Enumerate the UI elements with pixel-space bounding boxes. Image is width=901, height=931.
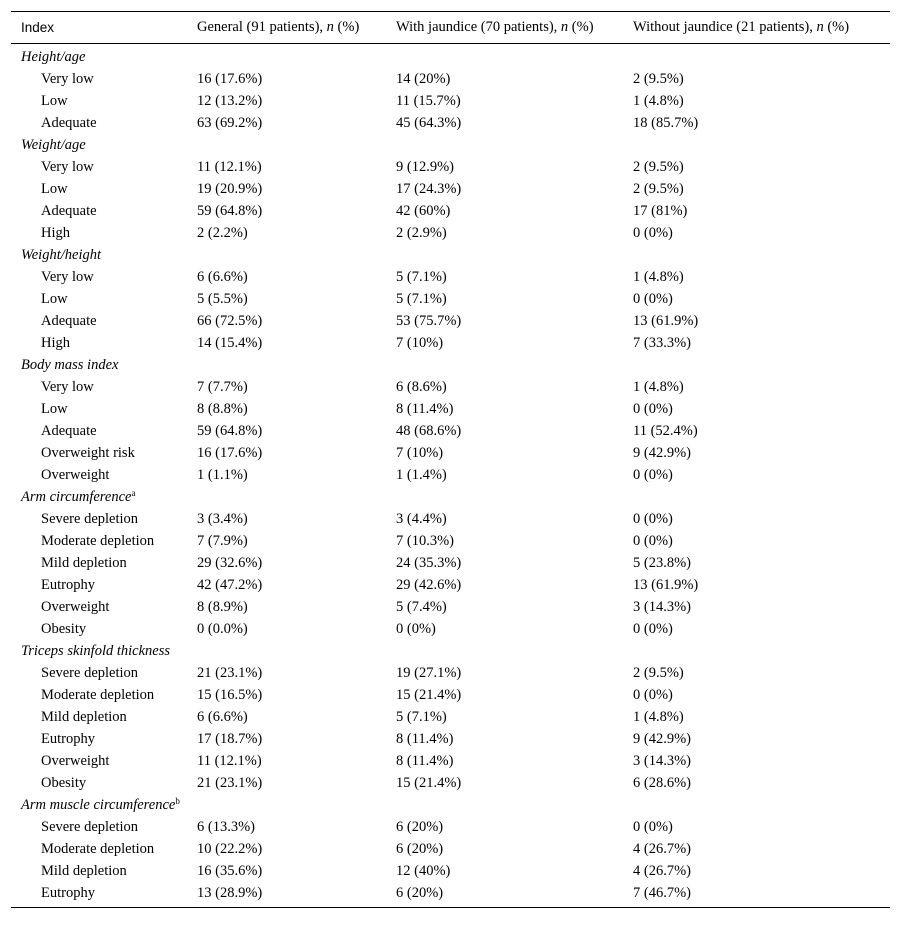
table-row: [11, 376, 890, 398]
cell-general: 7 (7.7%): [197, 379, 248, 395]
cell-without-jaundice: 2 (9.5%): [633, 665, 684, 681]
cell-general: 17 (18.7%): [197, 731, 263, 747]
row-label: Low: [41, 93, 68, 109]
group-title-text: Weight/age: [21, 137, 86, 153]
cell-general: 19 (20.9%): [197, 181, 263, 197]
footnote-marker: a: [131, 488, 136, 498]
cell-with-jaundice: 11 (15.7%): [396, 93, 461, 109]
cell-general: 8 (8.8%): [197, 401, 248, 417]
table-row: [11, 574, 890, 596]
table-row: [11, 706, 890, 728]
cell-without-jaundice: 3 (14.3%): [633, 753, 691, 769]
cell-general: 59 (64.8%): [197, 423, 263, 439]
cell-with-jaundice: 12 (40%): [396, 863, 451, 879]
cell-without-jaundice: 0 (0%): [633, 401, 673, 417]
cell-general: 10 (22.2%): [197, 841, 263, 857]
cell-without-jaundice: 4 (26.7%): [633, 841, 691, 857]
row-label: Mild depletion: [41, 863, 127, 879]
row-label: Severe depletion: [41, 665, 139, 681]
cell-with-jaundice: 5 (7.1%): [396, 291, 447, 307]
row-label: Very low: [41, 71, 94, 87]
cell-general: 21 (23.1%): [197, 775, 263, 791]
row-label: Severe depletion: [41, 511, 139, 527]
group-title-text: Height/age: [21, 49, 86, 65]
cell-with-jaundice: 8 (11.4%): [396, 753, 454, 769]
row-label: Moderate depletion: [41, 533, 155, 549]
group-title: [11, 354, 197, 376]
cell-with-jaundice: 6 (20%): [396, 885, 444, 901]
group-title-text: Arm circumference: [21, 489, 132, 505]
cell-general: 3 (3.4%): [197, 511, 248, 527]
cell-with-jaundice: 6 (20%): [396, 841, 444, 857]
table-header-row: [11, 12, 890, 43]
cell-with-jaundice: 7 (10.3%): [396, 533, 454, 549]
row-label: Overweight: [41, 467, 110, 483]
group-title-text: Arm muscle circumference: [21, 797, 176, 813]
cell-general: 6 (6.6%): [197, 709, 248, 725]
cell-with-jaundice: 0 (0%): [396, 621, 436, 637]
cell-without-jaundice: 0 (0%): [633, 621, 673, 637]
nutritional-status-table: [11, 11, 890, 908]
row-label: Very low: [41, 159, 94, 175]
row-label: Severe depletion: [41, 819, 139, 835]
group-title-text: Body mass index: [21, 357, 119, 373]
table-row: [11, 112, 890, 134]
row-label: Moderate depletion: [41, 687, 155, 703]
row-label: Moderate depletion: [41, 841, 155, 857]
cell-general: 63 (69.2%): [197, 115, 263, 131]
group-title: [11, 134, 197, 156]
row-label: Eutrophy: [41, 731, 95, 747]
cell-without-jaundice: 7 (46.7%): [633, 885, 691, 901]
table-row: [11, 838, 890, 860]
cell-general: 66 (72.5%): [197, 313, 263, 329]
cell-general: 1 (1.1%): [197, 467, 248, 483]
cell-without-jaundice: 0 (0%): [633, 467, 673, 483]
table-row: [11, 90, 890, 112]
cell-without-jaundice: 7 (33.3%): [633, 335, 691, 351]
row-label: Overweight: [41, 753, 110, 769]
row-label: Eutrophy: [41, 885, 95, 901]
table-row: [11, 464, 890, 486]
row-label: Very low: [41, 269, 94, 285]
table-group-row: [11, 486, 890, 508]
table-row: [11, 552, 890, 574]
header-without-jaundice: Without jaundice (21 patients), n (%): [633, 19, 850, 35]
cell-with-jaundice: 1 (1.4%): [396, 467, 447, 483]
group-title-text: Weight/height: [21, 247, 102, 263]
cell-general: 5 (5.5%): [197, 291, 248, 307]
table-row: [11, 662, 890, 684]
cell-with-jaundice: 9 (12.9%): [396, 159, 454, 175]
group-title: [11, 46, 197, 68]
cell-general: 16 (17.6%): [197, 445, 263, 461]
cell-without-jaundice: 0 (0%): [633, 225, 673, 241]
cell-general: 29 (32.6%): [197, 555, 263, 571]
cell-without-jaundice: 9 (42.9%): [633, 445, 691, 461]
cell-without-jaundice: 18 (85.7%): [633, 115, 699, 131]
cell-with-jaundice: 6 (20%): [396, 819, 444, 835]
table-row: [11, 618, 890, 640]
cell-general: 16 (35.6%): [197, 863, 263, 879]
row-label: Overweight risk: [41, 445, 135, 461]
table-group-row: [11, 794, 890, 816]
table-row: [11, 156, 890, 178]
cell-general: 11 (12.1%): [197, 753, 262, 769]
cell-without-jaundice: 4 (26.7%): [633, 863, 691, 879]
cell-without-jaundice: 5 (23.8%): [633, 555, 691, 571]
cell-without-jaundice: 17 (81%): [633, 203, 688, 219]
cell-with-jaundice: 48 (68.6%): [396, 423, 462, 439]
cell-without-jaundice: 9 (42.9%): [633, 731, 691, 747]
row-label: Low: [41, 401, 68, 417]
cell-without-jaundice: 0 (0%): [633, 533, 673, 549]
row-label: Eutrophy: [41, 577, 95, 593]
cell-general: 15 (16.5%): [197, 687, 263, 703]
cell-with-jaundice: 45 (64.3%): [396, 115, 462, 131]
cell-with-jaundice: 19 (27.1%): [396, 665, 462, 681]
cell-without-jaundice: 13 (61.9%): [633, 577, 699, 593]
group-title: [11, 486, 197, 508]
cell-with-jaundice: 53 (75.7%): [396, 313, 462, 329]
cell-without-jaundice: 0 (0%): [633, 511, 673, 527]
group-title: [11, 794, 197, 816]
cell-with-jaundice: 5 (7.1%): [396, 709, 447, 725]
cell-without-jaundice: 1 (4.8%): [633, 93, 684, 109]
cell-without-jaundice: 11 (52.4%): [633, 423, 698, 439]
table-row: [11, 178, 890, 200]
table-row: [11, 882, 890, 904]
cell-without-jaundice: 1 (4.8%): [633, 379, 684, 395]
row-label: Obesity: [41, 621, 87, 637]
table-row: [11, 420, 890, 442]
header-index: Index: [21, 20, 55, 35]
cell-with-jaundice: 8 (11.4%): [396, 731, 454, 747]
cell-without-jaundice: 2 (9.5%): [633, 71, 684, 87]
cell-general: 42 (47.2%): [197, 577, 263, 593]
row-label: Adequate: [41, 423, 97, 439]
row-label: Obesity: [41, 775, 87, 791]
cell-with-jaundice: 3 (4.4%): [396, 511, 447, 527]
cell-without-jaundice: 0 (0%): [633, 819, 673, 835]
cell-with-jaundice: 2 (2.9%): [396, 225, 447, 241]
cell-with-jaundice: 7 (10%): [396, 335, 444, 351]
table-row: [11, 200, 890, 222]
row-label: High: [41, 225, 70, 241]
cell-with-jaundice: 17 (24.3%): [396, 181, 462, 197]
cell-general: 13 (28.9%): [197, 885, 263, 901]
table-row: [11, 68, 890, 90]
table-row: [11, 442, 890, 464]
table-group-row: [11, 640, 890, 662]
cell-general: 16 (17.6%): [197, 71, 263, 87]
cell-with-jaundice: 14 (20%): [396, 71, 451, 87]
row-label: Mild depletion: [41, 709, 127, 725]
cell-with-jaundice: 7 (10%): [396, 445, 444, 461]
table-row: [11, 332, 890, 354]
cell-with-jaundice: 5 (7.4%): [396, 599, 447, 615]
cell-with-jaundice: 8 (11.4%): [396, 401, 454, 417]
cell-with-jaundice: 29 (42.6%): [396, 577, 462, 593]
table-row: [11, 684, 890, 706]
cell-general: 11 (12.1%): [197, 159, 262, 175]
cell-without-jaundice: 1 (4.8%): [633, 709, 684, 725]
cell-without-jaundice: 13 (61.9%): [633, 313, 699, 329]
cell-with-jaundice: 5 (7.1%): [396, 269, 447, 285]
cell-without-jaundice: 2 (9.5%): [633, 159, 684, 175]
cell-general: 14 (15.4%): [197, 335, 263, 351]
table-row: [11, 750, 890, 772]
cell-general: 2 (2.2%): [197, 225, 248, 241]
row-label: Adequate: [41, 313, 97, 329]
table-row: [11, 530, 890, 552]
cell-without-jaundice: 0 (0%): [633, 687, 673, 703]
table-row: [11, 398, 890, 420]
table-group-row: [11, 354, 890, 376]
cell-general: 6 (13.3%): [197, 819, 255, 835]
cell-with-jaundice: 15 (21.4%): [396, 775, 462, 791]
cell-general: 8 (8.9%): [197, 599, 248, 615]
table-row: [11, 596, 890, 618]
cell-with-jaundice: 6 (8.6%): [396, 379, 447, 395]
table-row: [11, 310, 890, 332]
table-group-row: [11, 244, 890, 266]
cell-general: 0 (0.0%): [197, 621, 248, 637]
row-label: Overweight: [41, 599, 110, 615]
table-row: [11, 728, 890, 750]
table-bottom-rule: [11, 907, 890, 908]
table-row: [11, 222, 890, 244]
row-label: Low: [41, 181, 68, 197]
table-row: [11, 772, 890, 794]
cell-general: 6 (6.6%): [197, 269, 248, 285]
row-label: Mild depletion: [41, 555, 127, 571]
cell-with-jaundice: 24 (35.3%): [396, 555, 462, 571]
table-group-row: [11, 46, 890, 68]
cell-without-jaundice: 3 (14.3%): [633, 599, 691, 615]
table-row: [11, 860, 890, 882]
group-title-text: Triceps skinfold thickness: [21, 643, 171, 659]
cell-general: 21 (23.1%): [197, 665, 263, 681]
group-title: [11, 244, 197, 266]
cell-general: 12 (13.2%): [197, 93, 263, 109]
cell-without-jaundice: 2 (9.5%): [633, 181, 684, 197]
cell-general: 7 (7.9%): [197, 533, 248, 549]
header-general: General (91 patients), n (%): [197, 19, 360, 35]
row-label: Very low: [41, 379, 94, 395]
row-label: Adequate: [41, 203, 97, 219]
header-with-jaundice: With jaundice (70 patients), n (%): [396, 19, 594, 35]
row-label: Low: [41, 291, 68, 307]
footnote-marker: b: [175, 796, 180, 806]
cell-with-jaundice: 42 (60%): [396, 203, 451, 219]
cell-without-jaundice: 1 (4.8%): [633, 269, 684, 285]
table-body: [11, 44, 890, 907]
table-row: [11, 508, 890, 530]
table-row: [11, 816, 890, 838]
row-label: Adequate: [41, 115, 97, 131]
cell-without-jaundice: 0 (0%): [633, 291, 673, 307]
cell-with-jaundice: 15 (21.4%): [396, 687, 462, 703]
group-title: [11, 640, 197, 662]
table-row: [11, 266, 890, 288]
table-group-row: [11, 134, 890, 156]
row-label: High: [41, 335, 70, 351]
cell-general: 59 (64.8%): [197, 203, 263, 219]
table-row: [11, 288, 890, 310]
cell-without-jaundice: 6 (28.6%): [633, 775, 691, 791]
